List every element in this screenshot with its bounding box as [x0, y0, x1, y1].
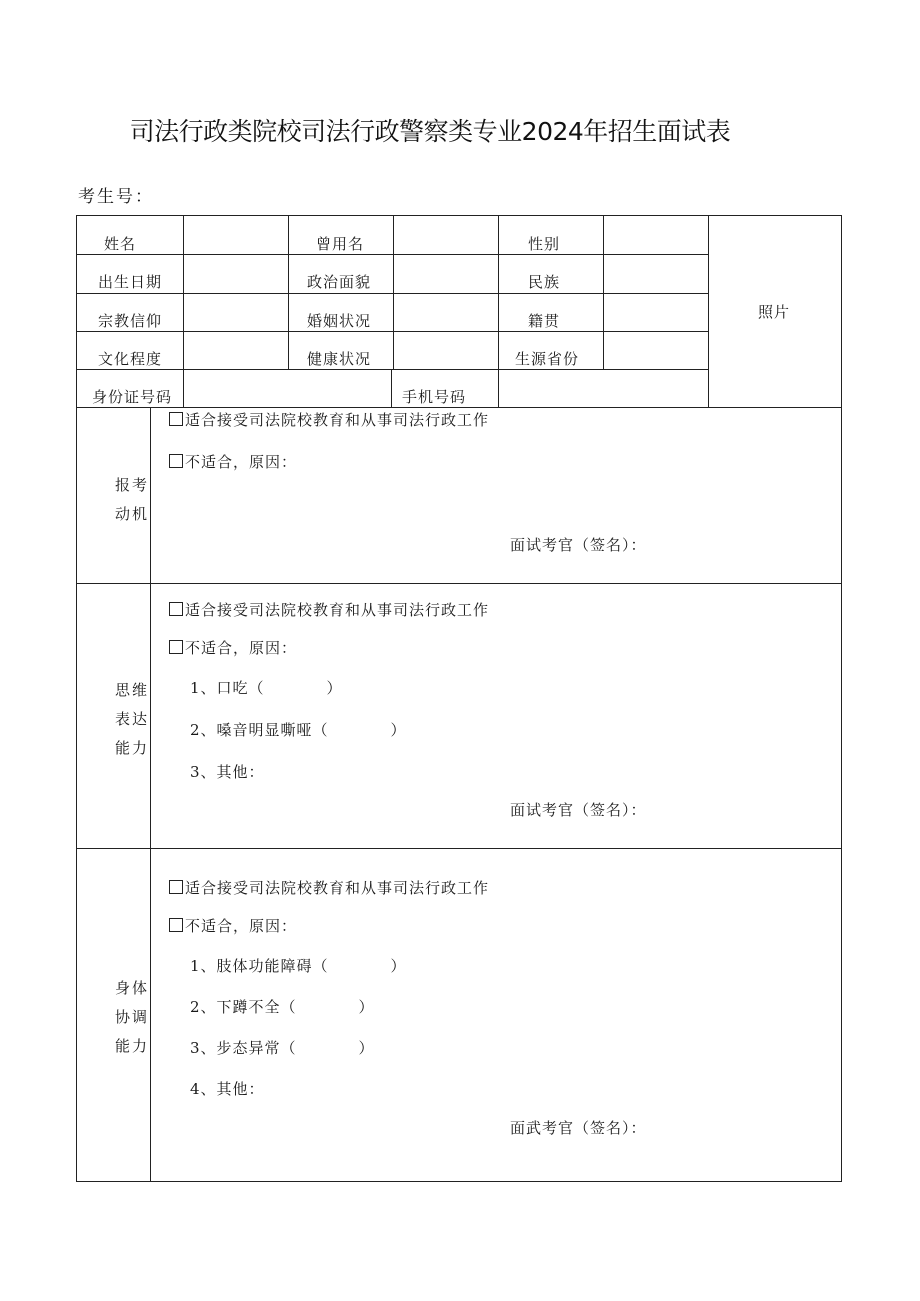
- expression-suitable-option[interactable]: 适合接受司法院校教育和从事司法行政工作: [169, 599, 489, 620]
- expression-signature: 面试考官（签名）：: [510, 801, 647, 819]
- motivation-unsuitable-option[interactable]: 不适合，原因：: [169, 451, 297, 472]
- coordination-signature: 面武考官（签名）：: [510, 1119, 647, 1137]
- checkbox[interactable]: [169, 640, 183, 654]
- coordination-item-other[interactable]: 4、其他：: [190, 1080, 265, 1098]
- expression-item-hoarse[interactable]: 2、嗓音明显嘶哑（ ）: [190, 721, 407, 739]
- expression-item-stutter[interactable]: 1、口吃（ ）: [190, 679, 343, 697]
- photo-box: 照片: [758, 303, 791, 321]
- label-marital-status: 婚姻状况: [307, 312, 372, 330]
- label-former-name: 曾用名: [316, 235, 365, 253]
- coordination-suitable-option[interactable]: 适合接受司法院校教育和从事司法行政工作: [169, 877, 489, 898]
- coordination-unsuitable-option[interactable]: 不适合，原因：: [169, 915, 297, 936]
- section-motivation-title: 报考 动机: [114, 476, 149, 523]
- label-ethnicity: 民族: [528, 273, 561, 291]
- label-birth-date: 出生日期: [98, 273, 163, 291]
- label-name: 姓名: [104, 235, 137, 253]
- checkbox[interactable]: [169, 412, 183, 426]
- label-native-place: 籍贯: [528, 312, 561, 330]
- label-religion: 宗教信仰: [98, 312, 163, 330]
- motivation-signature: 面试考官（签名）：: [510, 536, 647, 554]
- coordination-item-squat[interactable]: 2、下蹲不全（ ）: [190, 998, 375, 1016]
- label-health: 健康状况: [307, 350, 372, 368]
- motivation-suitable-option[interactable]: 适合接受司法院校教育和从事司法行政工作: [169, 409, 489, 430]
- student-number-label: 考生号：: [78, 187, 154, 207]
- coordination-item-limb[interactable]: 1、肢体功能障碍（ ）: [190, 957, 407, 975]
- section-coordination-title: 身体 协调 能力: [114, 979, 149, 1055]
- coordination-item-gait[interactable]: 3、步态异常（ ）: [190, 1039, 375, 1057]
- expression-unsuitable-option[interactable]: 不适合，原因：: [169, 637, 297, 658]
- checkbox[interactable]: [169, 454, 183, 468]
- checkbox[interactable]: [169, 880, 183, 894]
- checkbox[interactable]: [169, 602, 183, 616]
- label-phone: 手机号码: [402, 388, 467, 406]
- section-expression-title: 思维 表达 能力: [114, 681, 149, 757]
- page-title: 司法行政类院校司法行政警察类专业2024年招生面试表: [129, 117, 731, 146]
- label-source-province: 生源省份: [515, 350, 580, 368]
- checkbox[interactable]: [169, 918, 183, 932]
- label-political-status: 政治面貌: [307, 273, 372, 291]
- label-gender: 性别: [528, 235, 561, 253]
- label-education: 文化程度: [98, 350, 163, 368]
- label-id-number: 身份证号码: [92, 388, 173, 406]
- expression-item-other[interactable]: 3、其他：: [190, 763, 265, 781]
